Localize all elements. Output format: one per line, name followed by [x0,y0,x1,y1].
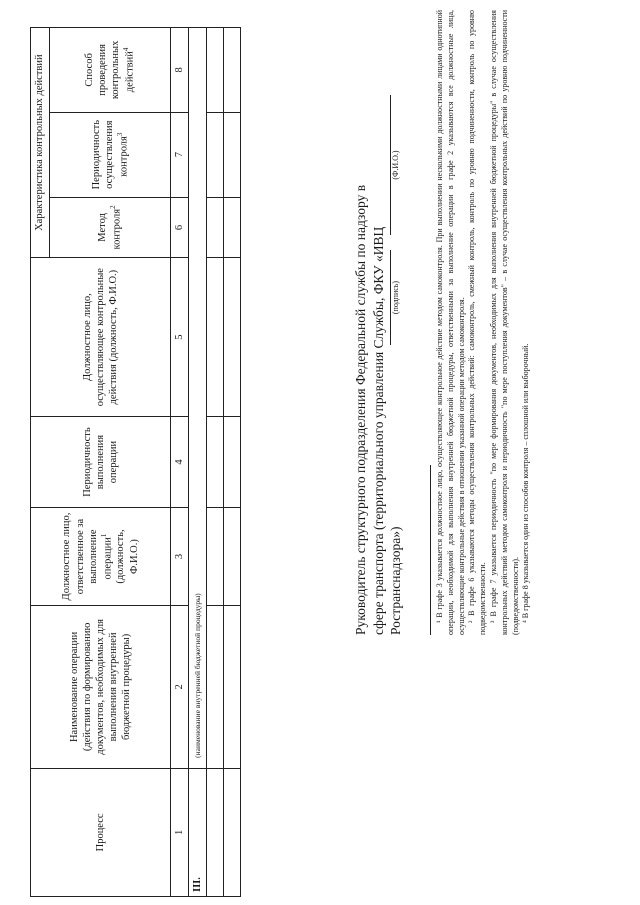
header-control-group: Характеристика контрольных действий [31,28,50,258]
column-number: 2 [171,605,189,768]
table-cell [207,258,224,417]
header-responsible-text: Должностное лицо, ответственное за выполнение операции [61,512,114,601]
table-cell [207,768,224,896]
footnote-ref-3: 3 [115,132,124,137]
header-responsible [31,508,171,606]
footnote: ² В графе 6 указываются методы осуществления контрольных действий: самоконтроль, смежный контроль, контроль по уровню подчиненности, контроль по уровню подведомственности. [467,10,488,635]
section-caption: (наименование внутренней бюджетной процедуры) [189,28,207,769]
table-cell [224,416,241,507]
header-controller: Должностное лицо, осуществляющее контрольные действия (должность, Ф.И.О.) [31,258,171,417]
table-cell [224,508,241,606]
section-code: III. [189,768,207,896]
name-caption: (Ф.И.О.) [391,150,400,180]
table-cell [207,416,224,507]
header-method [50,197,171,258]
header-responsible-suffix: (должность, Ф.И.О.) [115,529,140,584]
signature-line [376,250,400,345]
table-cell [224,28,241,113]
column-number: 3 [171,508,189,606]
table-cell [224,258,241,417]
table-cell [224,112,241,197]
footnote-ref-2: 2 [109,205,118,209]
footnotes [430,10,532,635]
control-map-table [30,27,241,897]
header-control-period-text: Периодичность осуществления контроля [90,119,130,190]
sign-underline [376,250,391,345]
table-cell [207,28,224,113]
table-cell [207,605,224,768]
table-cell [224,605,241,768]
section-row [189,28,207,897]
name-underline [376,95,391,235]
column-number: 7 [171,112,189,197]
footnote-divider [430,465,431,635]
sign-caption: (подпись) [391,280,400,315]
header-control-way [50,28,171,113]
column-number-row [171,28,189,897]
header-process: Процесс [31,768,171,896]
column-number: 4 [171,416,189,507]
footnote: ⁴ В графе 8 указывается один из способов контроля – сплошной или выборочный. [521,343,531,623]
table-row [207,28,224,897]
column-number: 5 [171,258,189,417]
footnote-ref-1: 1 [99,533,108,538]
table-cell [207,112,224,197]
header-method-text: Метод контроля [97,208,123,250]
table-cell [207,508,224,606]
table-row [224,28,241,897]
footnote-ref-4: 4 [122,47,131,52]
column-number: 8 [171,28,189,113]
footnote: ¹ В графе 3 указывается должностное лицо, осуществляющее контрольное действие методом самоконтроля. При выполнении несколькими должностными лицами однотипной операции, необходимой для выполнения внутренней бюджетной процедуры, ответственными за выполнение операции в графе 2 указываются все должностные лица, осуществляющие контрольные действия в отношении указанной операции методом самоконтроля. [435,10,466,635]
table-cell [207,197,224,258]
table-cell [224,197,241,258]
column-number: 1 [171,768,189,896]
name-line [376,95,400,235]
header-control-period [50,112,171,197]
header-control-way-text: Способ проведения контрольных действий [84,40,136,100]
header-periodicity: Периодичность выполнения операции [31,416,171,507]
header-operation-name: Наименование операции (действия по формированию документов, необходимых для выполнения внутренней бюджетной процедуры) [31,605,171,768]
table-cell [224,768,241,896]
signature-title: Руководитель структурного подразделения Федеральной службы по надзору в сфере транспорта (территориального управления Службы, ФКУ «ИВЦ Ространснадзора») [353,184,404,635]
column-number: 6 [171,197,189,258]
footnote: ³ В графе 7 указывается периодичность "по мере формирования документов, необходимых для выполнения внутренней бюджетной процедуры" в случае осуществления контрольных действий методом самоконтроля и периодичность "по мере поступления документов" – в случае осуществления контрольных действий по уровню подчиненности (подведомственности). [488,10,520,635]
